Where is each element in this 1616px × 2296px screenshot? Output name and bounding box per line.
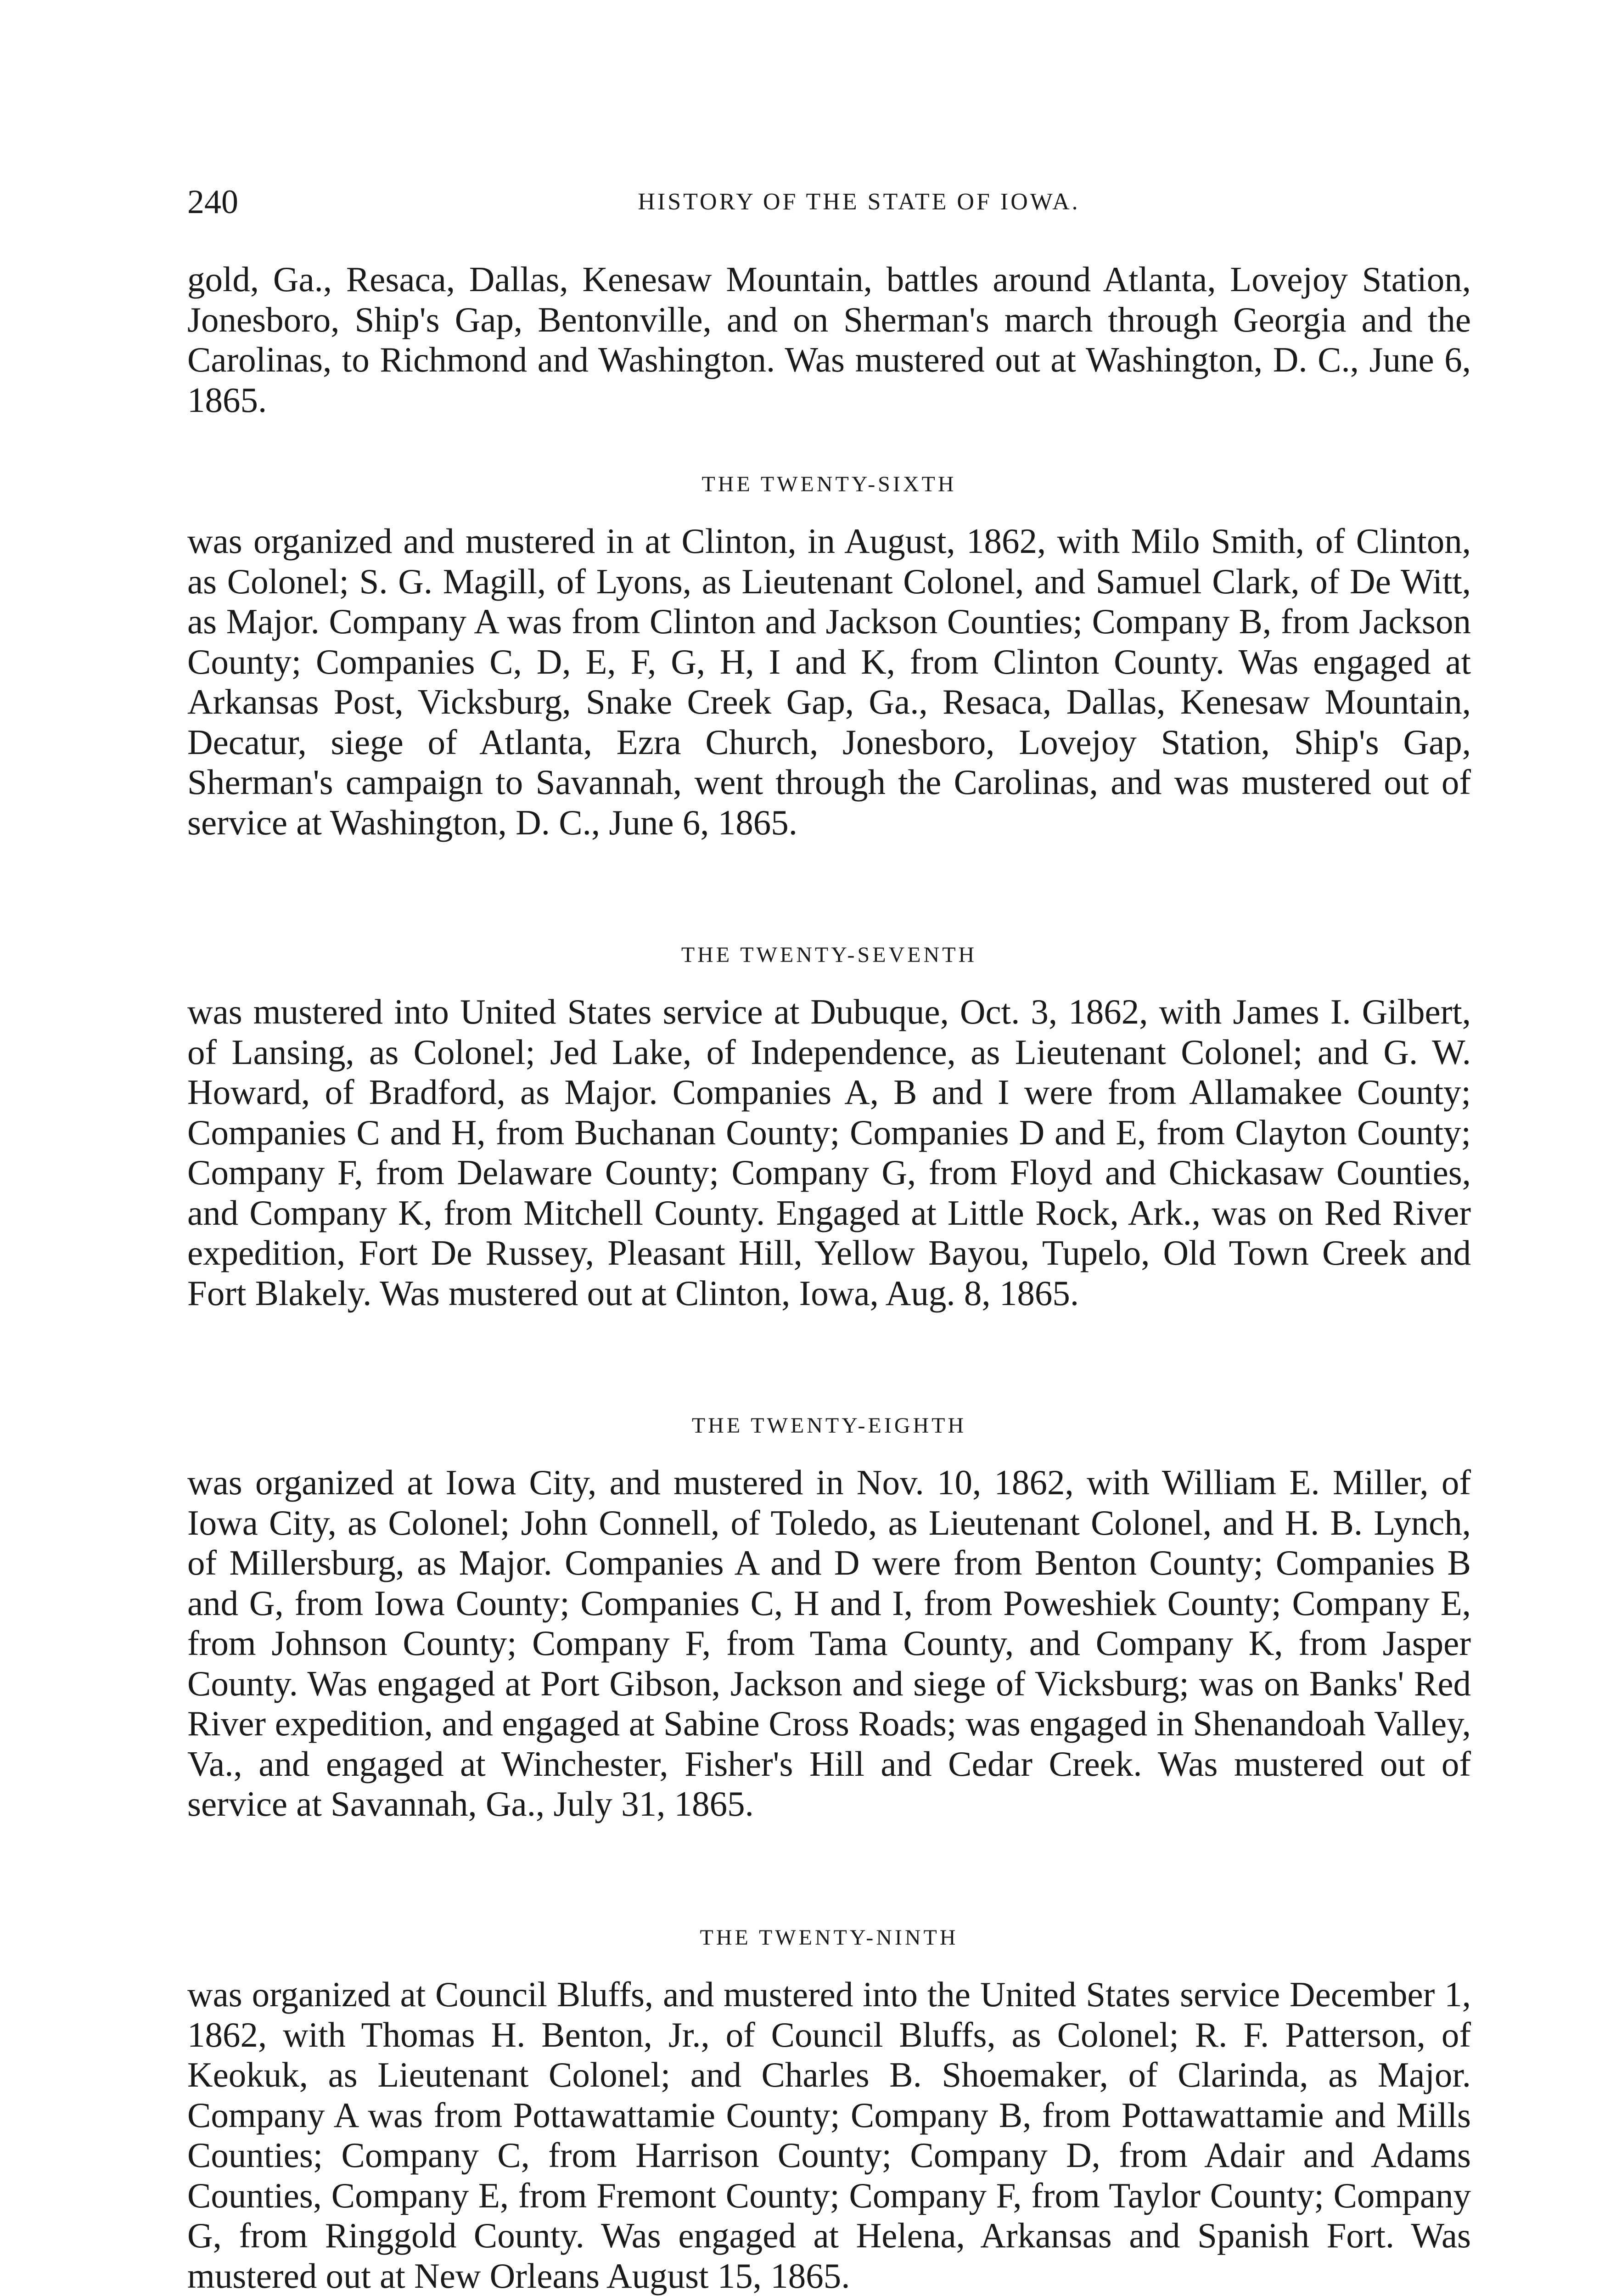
section-paragraph: was organized at Council Bluffs, and mustered into the United States service December 1, 1862, with Thomas H. Benton, Jr., of Council Bluffs, as Colonel; R. F. Patterson, of Keokuk, as Lieutenant Colonel; and Charles B. Shoemaker, of Clarinda, as Major. Company A was from Pottawattamie County; Company B, from Pottawattamie and Mills Counties; Company C, from Harrison County; Company D, from Adair and Adams Counties, Company E, from Fremont County; Company F, from Taylor County; Company G, from Ringgold County. Was engaged at Helena, Arkansas and Spanish Fort. Was mustered out at New Orleans August 15, 1865. [187, 1975, 1471, 2296]
section-paragraph: was organized and mustered in at Clinton, in August, 1862, with Milo Smith, of Clinton, as Colonel; S. G. Magill, of Lyons, as Lieutenant Colonel, and Samuel Clark, of De Witt, as Major. Company A was from Clinton and Jackson Counties; Company B, from Jackson County; Companies C, D, E, F, G, H, I and K, from Clinton County. Was engaged at Arkansas Post, Vicksburg, Snake Creek Gap, Ga., Resaca, Dallas, Kenesaw Mountain, Decatur, siege of Atlanta, Ezra Church, Jonesboro, Lovejoy Station, Ship's Gap, Sherman's campaign to Savannah, went through the Carolinas, and was mustered out of service at Washington, D. C., June 6, 1865. [187, 521, 1471, 842]
section-paragraph: was organized at Iowa City, and mustered in Nov. 10, 1862, with William E. Miller, of Iowa City, as Colonel; John Connell, of Toledo, as Lieutenant Colonel, and H. B. Lynch, of Millersburg, as Major. Companies A and D were from Benton County; Companies B and G, from Iowa County; Companies C, H and I, from Poweshiek County; Company E, from Johnson County; Company F, from Tama County, and Company K, from Jasper County. Was engaged at Port Gibson, Jackson and siege of Vicksburg; was on Banks' Red River expedition, and engaged at Sabine Cross Roads; was engaged in Shenandoah Valley, Va., and engaged at Winchester, Fisher's Hill and Cedar Creek. Was mustered out of service at Savannah, Ga., July 31, 1865. [187, 1463, 1471, 1823]
section-twenty-ninth [187, 1919, 1471, 2296]
section-twenty-eighth [187, 1407, 1471, 1824]
page-number: 240 [187, 183, 238, 221]
section-heading: THE TWENTY-EIGHTH [691, 1413, 967, 1438]
section-continued [187, 259, 1471, 420]
section-twenty-seventh [187, 937, 1471, 1313]
section-heading: THE TWENTY-SIXTH [701, 472, 957, 496]
section-paragraph: was mustered into United States service at Dubuque, Oct. 3, 1862, with James I. Gilbert, of Lansing, as Colonel; Jed Lake, of Independence, as Lieutenant Colonel; and G. W. Howard, of Bradford, as Major. Companies A, B and I were from Allamakee County; Companies C and H, from Buchanan County; Companies D and E, from Clayton County; Company F, from Delaware County; Company G, from Floyd and Chickasaw Counties, and Company K, from Mitchell County. Engaged at Little Rock, Ark., was on Red River expedition, Fort De Russey, Pleasant Hill, Yellow Bayou, Tupelo, Old Town Creek and Fort Blakely. Was mustered out at Clinton, Iowa, Aug. 8, 1865. [187, 992, 1471, 1313]
section-heading: THE TWENTY-SEVENTH [681, 943, 977, 967]
section-paragraph: gold, Ga., Resaca, Dallas, Kenesaw Mountain, battles around Atlanta, Lovejoy Station, Jonesboro, Ship's Gap, Bentonville, and on Sherman's march through Georgia and the Carolinas, to Richmond and Washington. Was mustered out at Washington, D. C., June 6, 1865. [187, 259, 1471, 420]
section-twenty-sixth [187, 466, 1471, 843]
running-head [187, 181, 1471, 223]
running-title: HISTORY OF THE STATE OF IOWA. [638, 189, 1080, 215]
section-heading: THE TWENTY-NINTH [700, 1925, 959, 1950]
